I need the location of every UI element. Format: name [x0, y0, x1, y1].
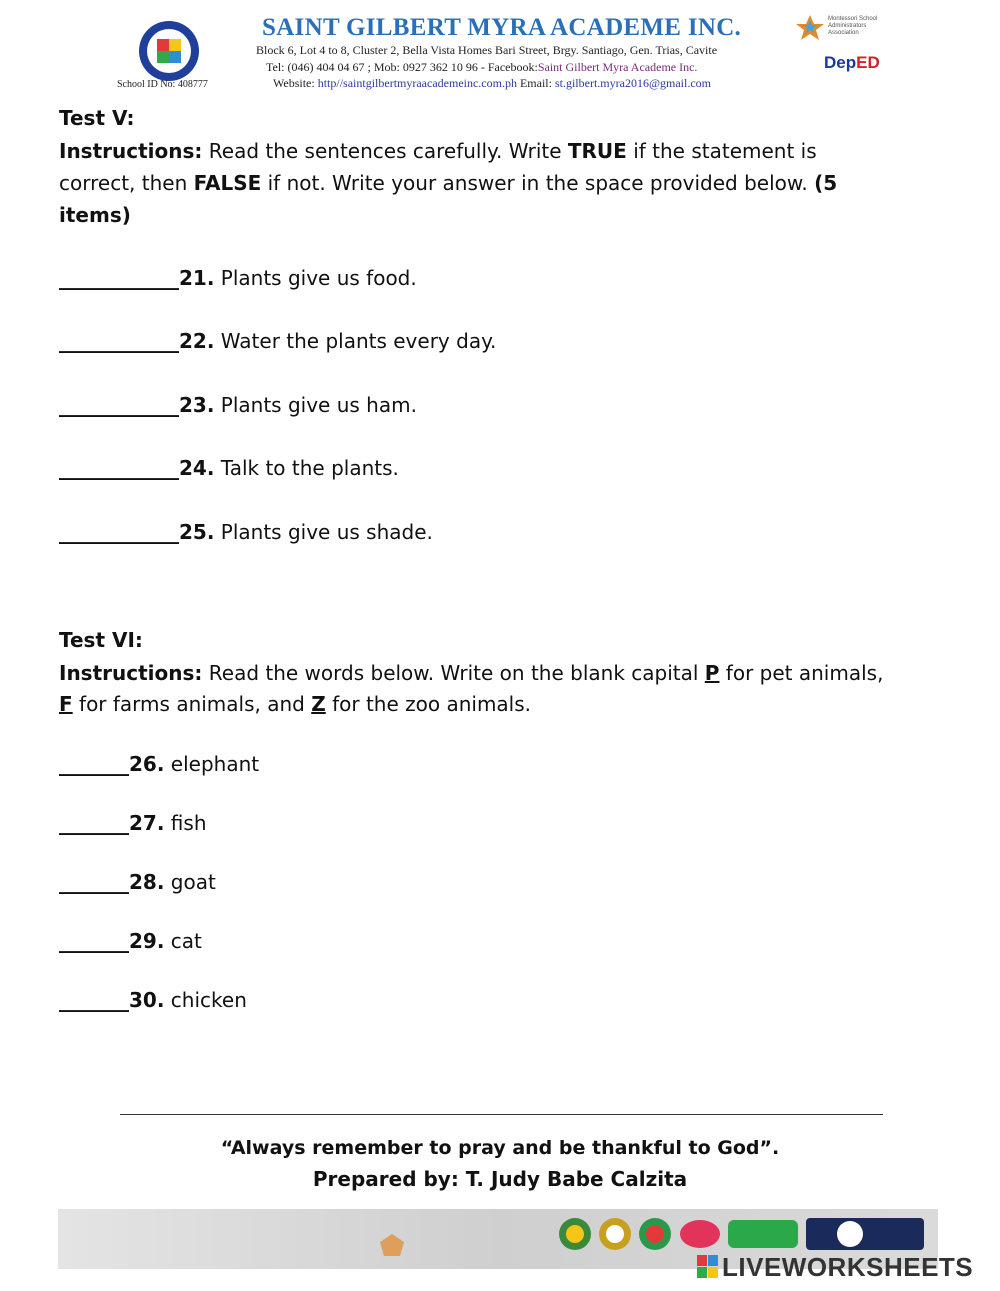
liveworksheets-logo-icon [697, 1255, 719, 1279]
test6-instructions-line2: F for farms animals, and Z for the zoo animals. [59, 692, 532, 716]
prepared-by: Prepared by: T. Judy Babe Calzita [312, 1167, 688, 1191]
test6-instructions-line1: Instructions: Read the words below. Write on the blank capital P for pet animals, [59, 661, 884, 685]
test6-title: Test VI: [59, 628, 143, 652]
question-24[interactable]: ____________24. Talk to the plants. [59, 456, 399, 480]
question-27[interactable]: _______27. fish [59, 811, 207, 835]
footer-quote: “Always remember to pray and be thankful to God”. [220, 1137, 780, 1159]
test5-title: Test V: [59, 106, 135, 130]
school-seal-icon [138, 20, 200, 82]
question-23[interactable]: ____________23. Plants give us ham. [59, 393, 417, 417]
letterhead [0, 0, 1000, 100]
question-25[interactable]: ____________25. Plants give us shade. [59, 520, 433, 544]
answer-blank: ____________ [59, 329, 179, 353]
test5-instructions-line3: items) [59, 203, 131, 227]
msaa-text: Montessori School Administrators Association [828, 16, 878, 36]
answer-blank: _______ [59, 988, 129, 1012]
answer-blank: ____________ [59, 520, 179, 544]
school-id: School ID No: 408777 [117, 79, 208, 90]
school-name: SAINT GILBERT MYRA ACADEME INC. [262, 14, 742, 41]
deped-logo: DepED [824, 53, 880, 72]
school-website: Website: http//saintgilbertmyraacademeinc.com.ph Email: st.gilbert.myra2016@gmail.com [273, 76, 711, 90]
question-26[interactable]: _______26. elephant [59, 752, 260, 776]
school-address: Block 6, Lot 4 to 8, Cluster 2, Bella Vista Homes Bari Street, Brgy. Santiago, Gen. Trias, Cavite [256, 43, 718, 57]
question-21[interactable]: ____________21. Plants give us food. [59, 266, 417, 290]
footer-divider [120, 1114, 883, 1115]
answer-blank: _______ [59, 929, 129, 953]
question-22[interactable]: ____________22. Water the plants every day. [59, 329, 497, 353]
test5-instructions-line2: correct, then FALSE if not. Write your answer in the space provided below. (5 [59, 171, 838, 195]
answer-blank: _______ [59, 752, 129, 776]
facebook-page: Saint Gilbert Myra Academe Inc. [537, 60, 698, 74]
school-contact: Tel: (046) 404 04 67 ; Mob: 0927 362 10 96 - Facebook:Saint Gilbert Myra Academe Inc. [266, 60, 698, 74]
question-29[interactable]: _______29. cat [59, 929, 202, 953]
answer-blank: _______ [59, 870, 129, 894]
answer-blank: _______ [59, 811, 129, 835]
question-28[interactable]: _______28. goat [59, 870, 216, 894]
answer-blank: ____________ [59, 393, 179, 417]
question-30[interactable]: _______30. chicken [59, 988, 247, 1012]
answer-blank: ____________ [59, 266, 179, 290]
answer-blank: ____________ [59, 456, 179, 480]
liveworksheets-watermark: LIVEWORKSHEETS [722, 1252, 974, 1282]
test5-instructions-line1: Instructions: Read the sentences carefully. Write TRUE if the statement is [59, 139, 817, 163]
